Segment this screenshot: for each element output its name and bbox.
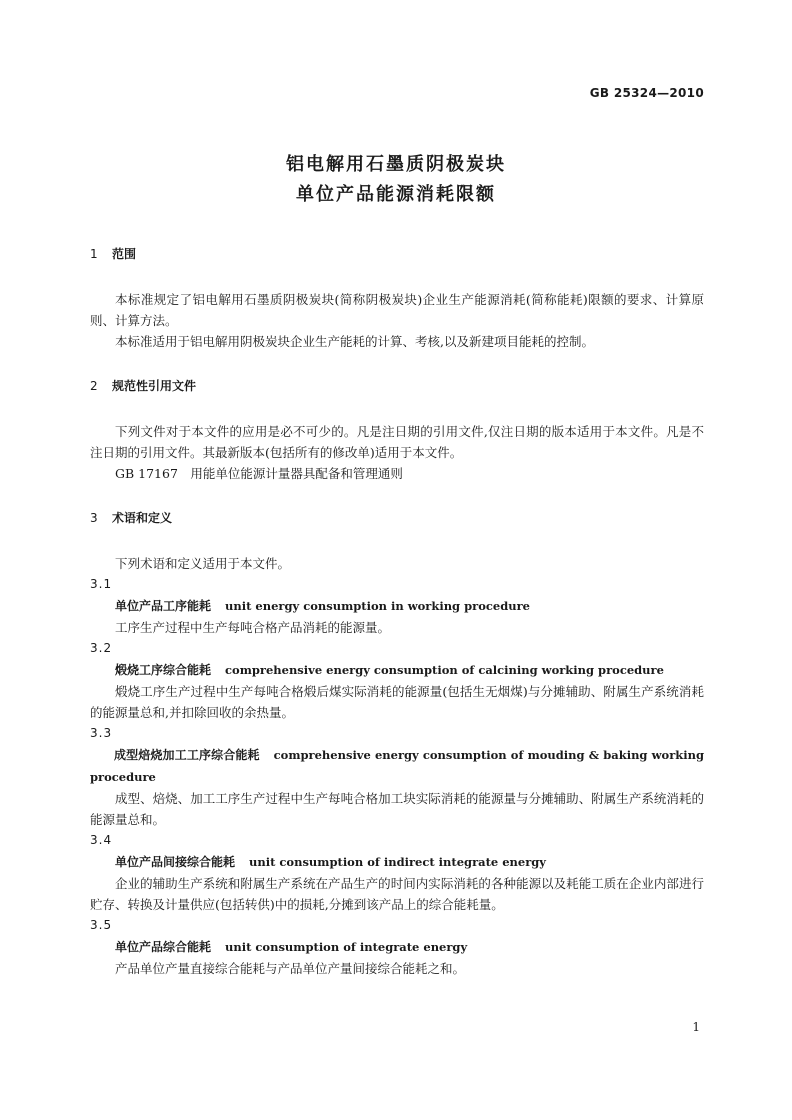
page-number: 1 bbox=[692, 1020, 700, 1034]
section-heading-normative-references bbox=[90, 376, 704, 397]
term-definition: 产品单位产量直接综合能耗与产品单位产量间接综合能耗之和。 bbox=[115, 961, 466, 976]
term-definition: 工序生产过程中生产每吨合格产品消耗的能源量。 bbox=[115, 620, 391, 635]
section-title: 范围 bbox=[112, 247, 137, 261]
scope-paragraph-2: 本标准适用于铝电解用阴极炭块企业生产能耗的计算、考核,以及新建项目能耗的控制。 bbox=[115, 334, 594, 349]
term-entry bbox=[90, 659, 704, 681]
term-number: 3.1 bbox=[90, 577, 113, 591]
term-definition: 成型、焙烧、加工工序生产过程中生产每吨合格加工块实际消耗的能源量与分摊辅助、附属生产系统消耗的能源量总和。 bbox=[90, 791, 704, 827]
reference-item: GB 17167 用能单位能源计量器具配备和管理通则 bbox=[115, 466, 403, 481]
term-definition: 企业的辅助生产系统和附属生产系统在产品生产的时间内实际消耗的各种能源以及耗能工质在企业内部进行贮存、转换及计量供应(包括转供)中的损耗,分摊到该产品上的综合能耗量。 bbox=[90, 876, 704, 912]
term-chinese: 单位产品综合能耗 bbox=[115, 940, 212, 954]
term-number: 3.4 bbox=[90, 833, 113, 847]
section-title: 规范性引用文件 bbox=[112, 379, 197, 393]
section-number: 3 bbox=[90, 511, 98, 525]
section-heading-scope bbox=[90, 244, 704, 265]
term-english: unit consumption of indirect integrate energy bbox=[249, 855, 546, 869]
document-title-line2: 单位产品能源消耗限额 bbox=[296, 184, 496, 205]
terms-intro: 下列术语和定义适用于本文件。 bbox=[115, 556, 291, 571]
term-chinese: 煅烧工序综合能耗 bbox=[115, 663, 212, 677]
section-title: 术语和定义 bbox=[112, 511, 173, 525]
term-english: unit energy consumption in working procedure bbox=[225, 599, 530, 613]
term-entry bbox=[90, 595, 704, 617]
term-chinese: 成型焙烧加工工序综合能耗 bbox=[114, 748, 260, 762]
term-entry bbox=[90, 744, 704, 788]
term-english: comprehensive energy consumption of mouding & baking working procedure bbox=[90, 748, 704, 784]
references-paragraph: 下列文件对于本文件的应用是必不可少的。凡是注日期的引用文件,仅注日期的版本适用于本文件。凡是不注日期的引用文件。其最新版本(包括所有的修改单)适用于本文件。 bbox=[90, 424, 704, 460]
section-number: 2 bbox=[90, 379, 98, 393]
term-number: 3.2 bbox=[90, 641, 113, 655]
term-entry bbox=[90, 851, 704, 873]
term-number: 3.5 bbox=[90, 918, 113, 932]
term-definition: 煅烧工序生产过程中生产每吨合格煅后煤实际消耗的能源量(包括生无烟煤)与分摊辅助、附属生产系统消耗的能源量总和,并扣除回收的余热量。 bbox=[90, 684, 704, 720]
section-number: 1 bbox=[90, 247, 98, 261]
term-chinese: 单位产品工序能耗 bbox=[115, 599, 212, 613]
document-body bbox=[90, 244, 704, 979]
term-chinese: 单位产品间接综合能耗 bbox=[115, 855, 236, 869]
standard-number: GB 25324—2010 bbox=[589, 86, 704, 100]
section-heading-terms bbox=[90, 508, 704, 529]
term-english: unit consumption of integrate energy bbox=[225, 940, 468, 954]
scope-paragraph-1: 本标准规定了铝电解用石墨质阴极炭块(简称阴极炭块)企业生产能源消耗(简称能耗)限额的要求、计算原则、计算方法。 bbox=[90, 292, 704, 328]
term-number: 3.3 bbox=[90, 726, 113, 740]
term-entry bbox=[90, 936, 704, 958]
term-english: comprehensive energy consumption of calcining working procedure bbox=[225, 663, 664, 677]
document-title-line1: 铝电解用石墨质阴极炭块 bbox=[286, 154, 506, 175]
